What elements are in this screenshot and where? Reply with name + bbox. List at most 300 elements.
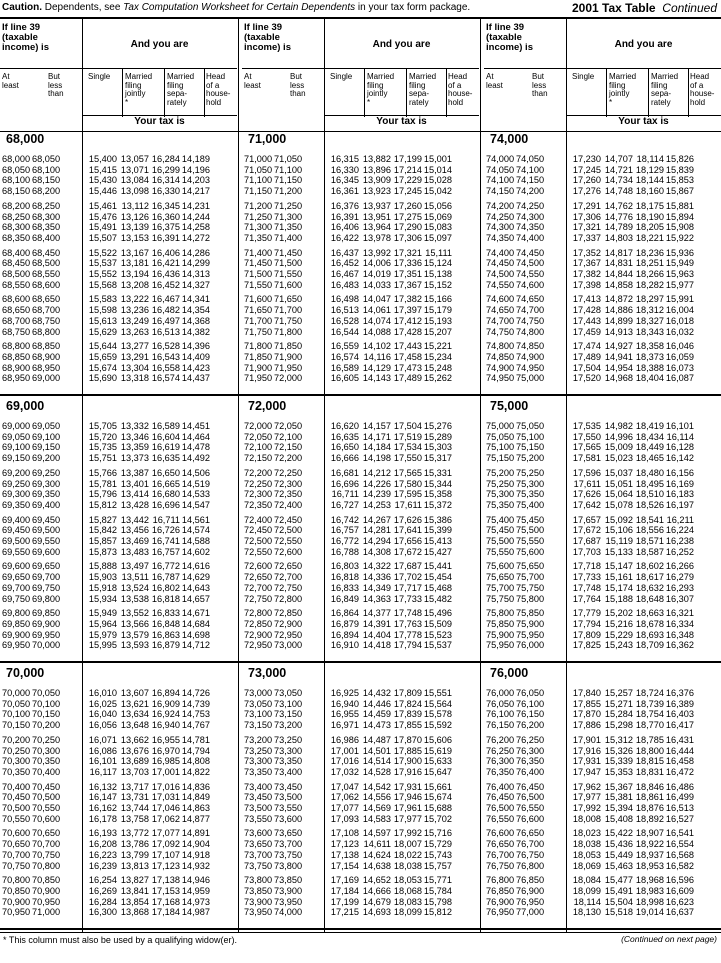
- table-row: [242, 572, 479, 583]
- single-tax-cell: 16,223: [88, 849, 117, 860]
- but-less-cell: 75,950: [516, 629, 545, 640]
- single-tax-cell: 17,626: [572, 489, 601, 500]
- but-less-cell: 71,700: [274, 305, 303, 316]
- joint-tax-cell: 15,298: [604, 720, 633, 731]
- single-tax-cell: 15,903: [88, 572, 117, 583]
- but-less-cell: 73,800: [274, 860, 303, 871]
- at-least-cell: 69,200: [2, 467, 31, 478]
- at-least-cell: 70,850: [2, 885, 31, 896]
- column-divider: [238, 130, 239, 932]
- separate-tax-cell: 16,314: [151, 175, 180, 186]
- at-least-cell: 75,800: [486, 608, 515, 619]
- joint-tax-cell: 14,074: [362, 315, 391, 326]
- separate-tax-cell: 16,741: [151, 536, 180, 546]
- single-tax-cell: 16,757: [330, 525, 359, 536]
- separate-tax-cell: 17,245: [393, 186, 422, 197]
- single-tax-cell: 16,376: [330, 200, 359, 211]
- table-row: [0, 442, 237, 453]
- separate-tax-cell: 18,770: [635, 720, 664, 731]
- but-less-cell: 70,400: [32, 766, 61, 777]
- table-row: [242, 608, 479, 619]
- household-tax-cell: 15,894: [665, 211, 694, 222]
- single-tax-cell: 16,620: [330, 421, 359, 431]
- group-heading: 74,000: [490, 132, 529, 146]
- separate-tax-cell: 16,619: [151, 442, 180, 453]
- joint-tax-cell: 13,882: [362, 154, 391, 164]
- household-tax-cell: 14,767: [181, 720, 210, 731]
- single-tax-cell: 17,108: [330, 828, 359, 839]
- joint-tax-cell: 15,174: [604, 582, 633, 593]
- at-least-cell: 68,900: [2, 362, 31, 373]
- table-row: [484, 453, 721, 464]
- separate-tax-cell: 17,687: [393, 561, 422, 572]
- joint-tax-cell: 15,064: [604, 489, 633, 500]
- but-less-cell: 74,850: [516, 341, 545, 352]
- but-less-cell: 70,100: [32, 698, 61, 709]
- table-row: [484, 828, 721, 839]
- single-tax-cell: 18,084: [572, 875, 601, 886]
- household-tax-cell: 16,321: [665, 608, 694, 619]
- at-least-cell: 69,950: [2, 640, 31, 651]
- single-tax-cell: 16,727: [330, 499, 359, 510]
- title-bar: [0, 0, 721, 17]
- table-row: [242, 222, 479, 233]
- household-tax-cell: 15,441: [423, 561, 452, 572]
- household-tax-cell: 14,478: [181, 442, 210, 453]
- at-least-cell: 71,200: [244, 200, 273, 211]
- at-least-cell: 70,950: [2, 907, 31, 918]
- but-less-cell: 76,700: [516, 839, 545, 850]
- single-tax-cell: 16,635: [330, 431, 359, 442]
- at-least-cell: 70,700: [2, 849, 31, 860]
- but-less-cell: 68,300: [32, 211, 61, 222]
- household-tax-cell: 16,362: [665, 640, 694, 651]
- single-tax-cell: 17,077: [330, 803, 359, 813]
- at-least-cell: 75,950: [486, 640, 515, 651]
- at-least-cell: 75,850: [486, 618, 515, 629]
- at-least-cell: 72,000: [244, 421, 273, 431]
- household-tax-cell: 16,472: [665, 766, 694, 777]
- table-row: [0, 782, 237, 793]
- single-tax-cell: 15,735: [88, 442, 117, 453]
- table-row: [0, 536, 237, 547]
- and-you-are-label: And you are: [130, 39, 189, 50]
- at-least-cell: 71,000: [244, 154, 273, 164]
- group-heading: 76,000: [490, 666, 529, 680]
- separate-tax-cell: 17,092: [151, 839, 180, 850]
- at-least-cell: 71,600: [244, 294, 273, 305]
- joint-tax-cell: 13,964: [362, 222, 391, 233]
- single-tax-cell: 16,528: [330, 315, 359, 326]
- household-tax-cell: 15,454: [423, 572, 452, 583]
- table-row: [242, 619, 479, 630]
- separate-tax-cell: 17,672: [393, 546, 422, 557]
- table-row: [484, 630, 721, 641]
- at-least-cell: 68,400: [2, 247, 31, 258]
- table-row: [242, 421, 479, 432]
- but-less-cell: 74,100: [516, 164, 545, 175]
- joint-tax-cell: 14,844: [604, 269, 633, 279]
- single-tax-cell: 16,269: [88, 885, 117, 896]
- table-row: [484, 305, 721, 316]
- table-row: [0, 640, 237, 651]
- at-least-cell: 75,200: [486, 467, 515, 478]
- table-row: [0, 547, 237, 558]
- separate-tax-cell: 17,001: [151, 766, 180, 777]
- at-least-cell: 74,400: [486, 247, 515, 258]
- but-less-cell: 71,650: [274, 294, 303, 305]
- but-less-cell: 71,800: [274, 326, 303, 337]
- but-less-cell: 69,400: [32, 499, 61, 510]
- separate-tax-cell: 16,787: [151, 572, 180, 583]
- joint-tax-cell: 13,552: [120, 608, 149, 619]
- single-tax-cell: 16,254: [88, 875, 117, 886]
- separate-tax-cell: 17,946: [393, 792, 422, 803]
- joint-tax-cell: 14,762: [604, 200, 633, 211]
- single-tax-cell: 17,184: [330, 885, 359, 896]
- at-least-cell: 70,300: [2, 756, 31, 767]
- tax-table-body: [0, 130, 721, 932]
- at-least-label: At least: [486, 72, 503, 90]
- your-tax-is-label: Your tax is: [376, 116, 427, 127]
- single-tax-cell: 16,772: [330, 536, 359, 546]
- single-tax-cell: 17,565: [572, 442, 601, 453]
- separate-tax-cell: 16,299: [151, 164, 180, 175]
- household-tax-cell: 16,211: [666, 514, 694, 525]
- your-tax-is-label: Your tax is: [134, 116, 185, 127]
- table-row: [242, 547, 479, 558]
- single-tax-cell: 15,934: [88, 593, 117, 604]
- household-tax-cell: 15,537: [423, 640, 452, 651]
- table-row: [0, 630, 237, 641]
- at-least-cell: 68,600: [2, 294, 31, 305]
- household-tax-cell: 14,836: [181, 781, 210, 792]
- your-tax-is-label: Your tax is: [618, 116, 669, 127]
- single-tax-cell: 16,498: [330, 294, 359, 305]
- separate-tax-cell: 17,290: [393, 222, 422, 233]
- but-less-cell: 71,150: [274, 175, 303, 186]
- at-least-cell: 70,150: [2, 720, 31, 731]
- single-tax-cell: 17,748: [572, 582, 601, 593]
- single-tax-cell: 17,550: [572, 431, 601, 442]
- table-row: [242, 594, 479, 605]
- header-column-divider: [238, 19, 239, 131]
- at-least-cell: 72,150: [244, 453, 273, 464]
- but-less-cell: 71,950: [274, 362, 303, 373]
- household-tax-cell: 15,166: [423, 294, 452, 305]
- single-tax-cell: 15,537: [88, 258, 117, 269]
- status-divider: [446, 69, 447, 117]
- but-less-cell: 75,550: [516, 536, 545, 546]
- separate-tax-cell: 16,680: [151, 489, 180, 500]
- household-tax-cell: 14,959: [181, 885, 210, 896]
- joint-tax-cell: 14,803: [604, 232, 633, 243]
- single-tax-cell: 16,605: [330, 373, 359, 384]
- joint-tax-cell: 13,854: [120, 896, 149, 907]
- table-row: [0, 746, 237, 757]
- separate-tax-cell: 18,129: [635, 164, 664, 175]
- single-tax-cell: 17,825: [572, 640, 601, 651]
- household-tax-cell: 14,602: [181, 546, 210, 557]
- single-tax-cell: 17,947: [572, 766, 601, 777]
- status-divider: [606, 69, 607, 117]
- household-tax-cell: 14,616: [181, 561, 210, 572]
- joint-tax-cell: 13,621: [120, 698, 149, 709]
- table-row: [0, 709, 237, 720]
- separate-tax-cell: 18,099: [393, 907, 422, 918]
- at-least-cell: 71,250: [244, 211, 273, 222]
- but-less-cell: 70,700: [32, 839, 61, 850]
- but-less-cell: 72,550: [274, 536, 303, 546]
- separate-tax-cell: 17,885: [393, 745, 422, 756]
- single-tax-cell: 17,276: [572, 186, 601, 197]
- separate-tax-cell: 18,754: [635, 709, 664, 720]
- household-tax-cell: 14,684: [181, 618, 210, 629]
- household-tax-cell: 14,561: [181, 514, 210, 525]
- single-tax-cell: 15,674: [88, 362, 117, 373]
- separate-tax-cell: 17,168: [151, 896, 180, 907]
- joint-tax-cell: 14,542: [362, 781, 391, 792]
- at-least-cell: 68,550: [2, 279, 31, 290]
- single-tax-cell: 15,415: [88, 164, 117, 175]
- single-tax-cell: 18,053: [572, 849, 601, 860]
- household-tax-cell: 14,973: [181, 896, 210, 907]
- household-tax-cell: 15,042: [423, 186, 452, 197]
- joint-tax-cell: 15,161: [604, 572, 633, 583]
- single-tax-cell: 16,056: [88, 720, 117, 731]
- household-tax-cell: 14,258: [181, 222, 210, 233]
- table-row: [242, 897, 479, 908]
- but-less-cell: 74,500: [516, 258, 545, 269]
- household-tax-cell: 16,554: [665, 839, 694, 850]
- separate-tax-cell: 16,452: [151, 279, 180, 290]
- joint-tax-cell: 14,033: [362, 279, 391, 290]
- table-row: [242, 201, 479, 212]
- table-row: [0, 175, 237, 186]
- single-tax-cell: 16,300: [88, 907, 117, 918]
- but-less-cell: 71,750: [274, 315, 303, 326]
- table-row: [0, 688, 237, 699]
- separate-tax-cell: 17,809: [393, 688, 422, 698]
- table-row: [242, 850, 479, 861]
- table-row: [0, 305, 237, 316]
- at-least-cell: 76,850: [486, 885, 515, 896]
- table-row: [242, 720, 479, 731]
- joint-tax-cell: 13,277: [120, 341, 149, 352]
- single-tax-cell: 15,690: [88, 373, 117, 384]
- joint-tax-cell: 13,689: [120, 756, 149, 767]
- single-tax-cell: 17,215: [330, 907, 359, 918]
- at-least-cell: 71,100: [244, 175, 273, 186]
- table-row: [0, 468, 237, 479]
- joint-tax-cell: 14,143: [362, 373, 391, 384]
- header-column-divider: [480, 19, 481, 131]
- but-less-cell: 72,650: [274, 561, 303, 572]
- joint-tax-cell: 13,181: [120, 258, 149, 269]
- joint-tax-cell: 15,504: [604, 896, 633, 907]
- joint-tax-cell: 14,267: [362, 514, 391, 525]
- head-of-household-label: Head of a house- hold: [690, 72, 715, 107]
- separate-tax-cell: 18,388: [635, 362, 664, 373]
- joint-tax-cell: 13,359: [120, 442, 149, 453]
- household-tax-cell: 14,203: [181, 175, 210, 186]
- separate-tax-cell: 17,428: [393, 326, 422, 337]
- household-tax-cell: 15,069: [423, 211, 452, 222]
- joint-tax-cell: 15,188: [604, 593, 633, 604]
- joint-tax-cell: 13,098: [120, 186, 149, 197]
- at-least-cell: 72,300: [244, 489, 273, 500]
- separate-tax-cell: 16,421: [151, 258, 180, 269]
- but-less-cell: 69,850: [32, 608, 61, 619]
- at-least-cell: 71,500: [244, 269, 273, 279]
- single-tax-cell: 16,544: [330, 326, 359, 337]
- but-less-cell: 75,100: [516, 431, 545, 442]
- joint-tax-cell: 13,057: [120, 154, 149, 164]
- separate-tax-cell: 17,412: [393, 315, 422, 326]
- joint-tax-cell: 13,401: [120, 478, 149, 489]
- separate-tax-cell: 18,373: [635, 351, 664, 362]
- household-tax-cell: 15,729: [423, 839, 452, 850]
- header-sub-rule: [484, 68, 721, 69]
- joint-tax-cell: 13,318: [120, 373, 149, 384]
- at-least-cell: 75,650: [486, 572, 515, 583]
- joint-tax-cell: 14,899: [604, 315, 633, 326]
- at-least-cell: 68,500: [2, 269, 31, 279]
- single-tax-cell: 17,992: [572, 803, 601, 813]
- but-less-cell: 71,050: [274, 154, 303, 164]
- household-tax-cell: 14,396: [181, 341, 210, 352]
- joint-tax-cell: 13,538: [120, 593, 149, 604]
- joint-tax-cell: 14,446: [362, 698, 391, 709]
- but-less-cell: 72,300: [274, 478, 303, 489]
- joint-tax-cell: 13,579: [120, 629, 149, 640]
- joint-tax-cell: 15,477: [604, 875, 633, 886]
- table-row: [484, 619, 721, 630]
- table-row: [484, 709, 721, 720]
- but-less-cell: 76,200: [516, 720, 545, 731]
- table-row: [484, 525, 721, 536]
- but-less-cell: 75,400: [516, 499, 545, 510]
- but-less-cell: 68,800: [32, 326, 61, 337]
- table-row: [0, 720, 237, 731]
- joint-tax-cell: 14,363: [362, 593, 391, 604]
- joint-tax-cell: 15,037: [604, 467, 633, 478]
- single-tax-cell: 17,443: [572, 315, 601, 326]
- separate-tax-cell: 18,831: [635, 766, 664, 777]
- but-less-cell: 70,050: [32, 688, 61, 698]
- but-less-cell: 74,750: [516, 315, 545, 326]
- separate-tax-cell: 18,602: [635, 561, 664, 572]
- at-least-cell: 75,400: [486, 514, 515, 525]
- caution-worksheet-title: Tax Computation Worksheet for Certain Dependents: [123, 2, 356, 13]
- but-less-cell: 76,100: [516, 698, 545, 709]
- table-row: [484, 269, 721, 280]
- separate-tax-cell: 16,330: [151, 186, 180, 197]
- single-tax-cell: 17,123: [330, 839, 359, 850]
- household-tax-cell: 16,169: [665, 478, 694, 489]
- separate-tax-cell: 16,513: [151, 326, 180, 337]
- at-least-cell: 73,450: [244, 792, 273, 803]
- but-less-cell: 70,450: [32, 781, 61, 792]
- household-tax-cell: 15,193: [423, 315, 452, 326]
- table-row: [484, 327, 721, 338]
- single-tax-cell: 17,260: [572, 175, 601, 186]
- table-row: [484, 341, 721, 352]
- but-less-cell: 73,250: [274, 734, 303, 745]
- single-tax-cell: 16,803: [330, 561, 359, 572]
- joint-tax-cell: 13,937: [362, 200, 391, 211]
- at-least-cell: 73,200: [244, 734, 273, 745]
- household-tax-cell: 15,936: [665, 247, 694, 258]
- single-tax-cell: 16,361: [330, 186, 359, 197]
- table-row: [0, 756, 237, 767]
- joint-tax-cell: 14,583: [362, 813, 391, 824]
- joint-tax-cell: 13,194: [120, 269, 149, 279]
- joint-tax-cell: 13,978: [362, 232, 391, 243]
- at-least-cell: 74,650: [486, 305, 515, 316]
- table-row: [0, 489, 237, 500]
- but-less-cell: 72,200: [274, 453, 303, 464]
- at-least-cell: 68,800: [2, 341, 31, 352]
- joint-tax-cell: 13,634: [120, 709, 149, 720]
- table-row: [484, 782, 721, 793]
- at-least-cell: 71,750: [244, 326, 273, 337]
- at-least-cell: 75,450: [486, 525, 515, 536]
- joint-tax-cell: 13,731: [120, 792, 149, 803]
- household-tax-cell: 15,097: [423, 232, 452, 243]
- separate-tax-cell: 17,611: [394, 499, 422, 510]
- household-tax-cell: 14,506: [181, 467, 210, 478]
- separate-tax-cell: 18,846: [635, 781, 664, 792]
- household-tax-cell: 15,358: [423, 489, 452, 500]
- single-tax-cell: 17,886: [572, 720, 601, 731]
- single-tax-cell: 15,995: [88, 640, 117, 651]
- at-least-cell: 74,050: [486, 164, 515, 175]
- separate-tax-cell: 16,375: [151, 222, 180, 233]
- table-row: [242, 453, 479, 464]
- joint-tax-cell: 14,556: [362, 792, 391, 803]
- at-least-cell: 75,700: [486, 582, 515, 593]
- table-row: [242, 352, 479, 363]
- at-least-cell: 75,900: [486, 629, 515, 640]
- joint-tax-cell: 14,501: [362, 745, 391, 756]
- single-tax-cell: 17,352: [572, 247, 601, 258]
- but-less-cell: 75,600: [516, 546, 545, 557]
- but-less-cell: 69,500: [32, 525, 61, 536]
- at-least-cell: 69,750: [2, 593, 31, 604]
- joint-tax-cell: 14,391: [362, 618, 391, 629]
- single-tax-cell: 16,162: [88, 803, 117, 813]
- separate-tax-cell: 16,604: [151, 431, 180, 442]
- table-row: [242, 839, 479, 850]
- joint-tax-cell: 15,312: [604, 734, 633, 745]
- joint-tax-cell: 14,996: [604, 431, 633, 442]
- single-tax-cell: 15,491: [88, 222, 117, 233]
- table-row: [484, 373, 721, 384]
- household-tax-cell: 16,431: [665, 734, 694, 745]
- table-row: [484, 442, 721, 453]
- separate-tax-cell: 16,894: [151, 688, 180, 698]
- table-row: [242, 536, 479, 547]
- but-less-cell: 73,550: [274, 803, 303, 813]
- but-less-cell: 75,700: [516, 572, 545, 583]
- table-row: [484, 536, 721, 547]
- but-less-cell: 69,950: [32, 629, 61, 640]
- single-tax-cell: 17,687: [572, 536, 601, 546]
- single-tax-cell: 17,047: [330, 781, 359, 792]
- table-row: [0, 875, 237, 886]
- single-tax-cell: 16,559: [330, 341, 359, 352]
